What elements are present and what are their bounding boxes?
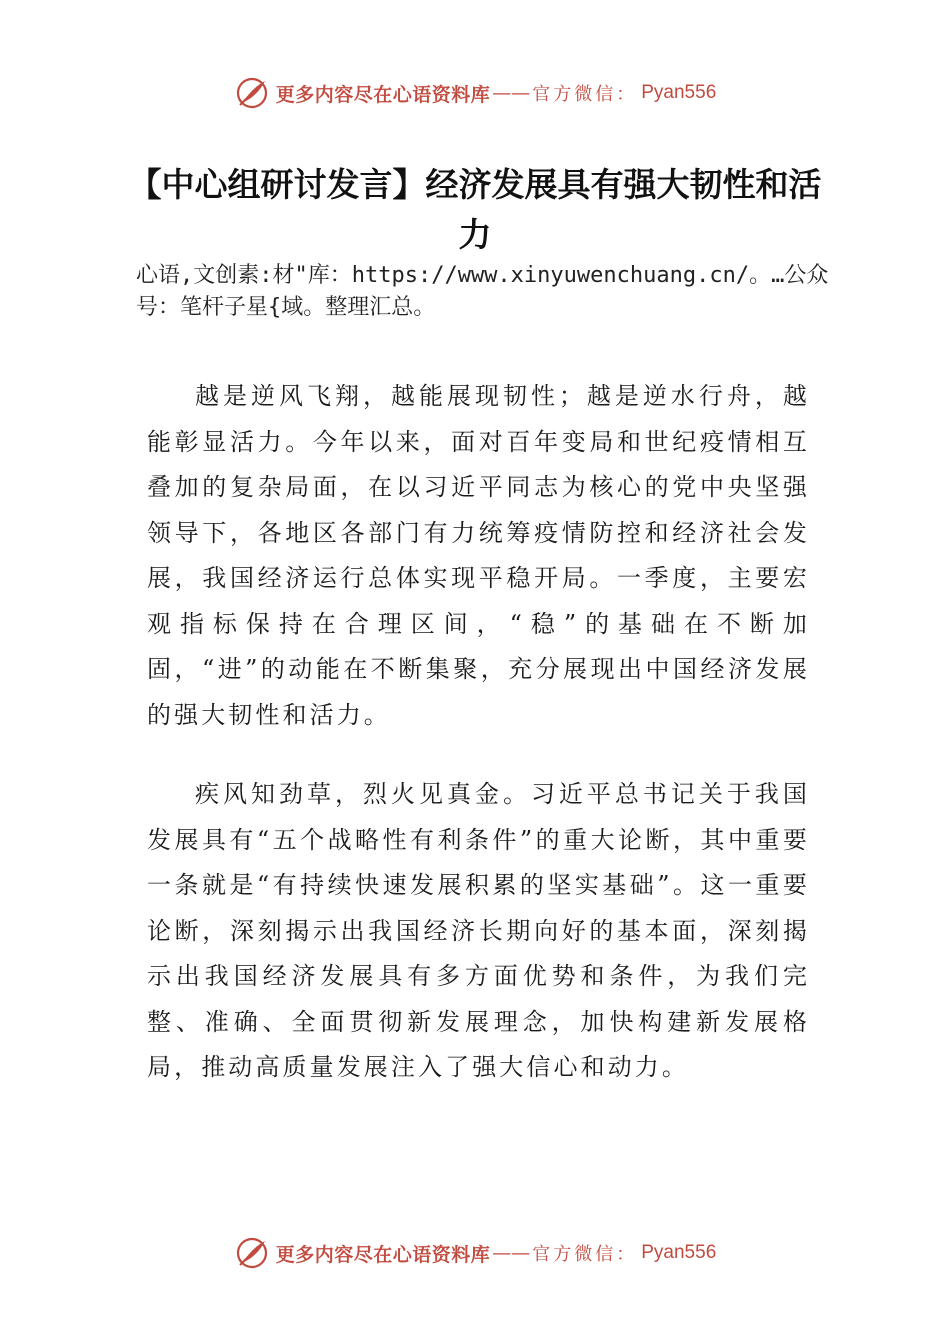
header-banner (0, 73, 950, 113)
paragraph-1: 越是逆风飞翔，越能展现韧性；越是逆水行舟，越能彰显活力。今年以来，面对百年变局和世纪疫情相互叠加的复杂局面，在以习近平同志为核心的党中央坚强领导下，各地区各部门有力统筹疫情防控和经济社会发展，我国经济运行总体实现平稳开局。一季度，主要宏观指标保持在合理区间，“稳”的基础在不断加固，“进”的动能在不断集聚，充分展现出中国经济发展的强大韧性和活力。 (147, 382, 810, 729)
banner-text: 更多内容尽在心语资料库 (275, 1243, 491, 1266)
paragraph-2: 疾风知劲草，烈火见真金。习近平总书记关于我国发展具有“五个战略性有利条件”的重大论断，其中重要一条就是“有持续快速发展积累的坚实基础”。这一重要论断，深刻揭示出我国经济长期向好的基本面，深刻揭示出我国经济发展具有多方面优势和条件，为我们完整、准确、全面贯彻新发展理念，加快构建新发展格局，推动高质量发展注入了强大信心和动力。 (147, 780, 810, 1081)
feather-logo-icon (234, 75, 270, 111)
footer-banner (0, 1233, 950, 1273)
banner-wechat-id: Pyan556 (641, 1242, 717, 1263)
document-title: 【中心组研讨发言】经济发展具有强大韧性和活力 (128, 165, 822, 254)
banner-label: 官方微信： (532, 84, 638, 105)
banner-separator: —— (492, 1242, 531, 1264)
feather-logo-icon (234, 1235, 270, 1271)
banner-separator: —— (492, 82, 531, 104)
banner-wechat-id: Pyan556 (641, 82, 717, 103)
banner-label: 官方微信： (532, 1244, 638, 1265)
banner-text: 更多内容尽在心语资料库 (275, 83, 491, 106)
source-note: 心语,文创素:材"库：https://www.xinyuwenchuang.cn/。…公众号：笔杆子星{域。整理汇总。 (136, 263, 829, 320)
